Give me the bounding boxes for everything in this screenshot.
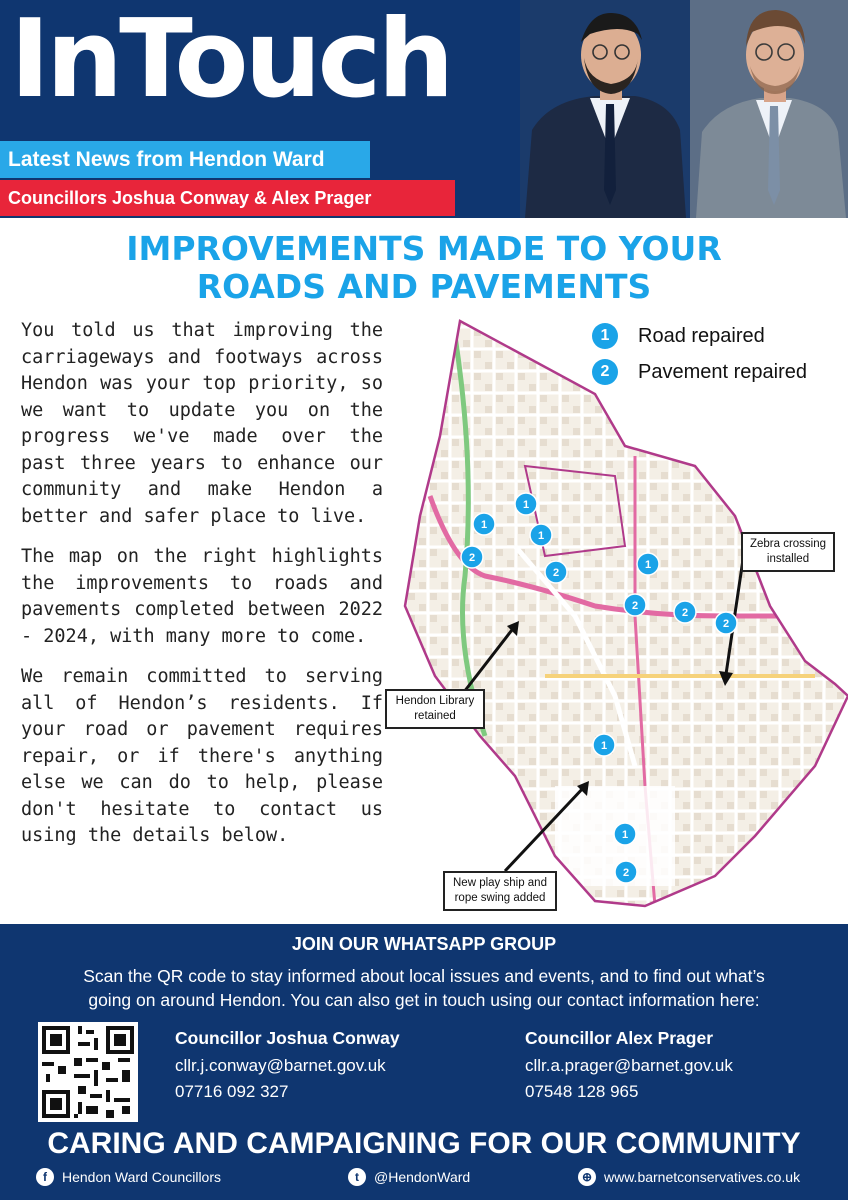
callout-text: Zebra crossing xyxy=(749,538,827,550)
councillor-1-email[interactable]: cllr.j.conway@barnet.gov.uk xyxy=(175,1056,386,1075)
legend-pavement xyxy=(592,354,807,390)
body-paragraph-3: We remain committed to serving all of Hendon’s residents. If your road or pavement requires repair, or if there's anything else we can do to help, please don't hesitate to contact us using the details below. xyxy=(21,666,383,846)
councillor-2-name: Councillor Alex Prager xyxy=(525,1028,714,1048)
twitter-icon: t xyxy=(348,1168,366,1186)
legend-badge-1: 1 xyxy=(592,323,618,349)
zebra-crossing-callout xyxy=(741,532,835,572)
legend-label-road: Road repaired xyxy=(638,324,765,347)
marker-label: 2 xyxy=(631,600,639,612)
councillors-banner: Councillors Joshua Conway & Alex Prager xyxy=(0,180,455,216)
marker-label: 2 xyxy=(722,618,730,630)
marker-label: 1 xyxy=(480,519,488,531)
twitter-label: @HendonWard xyxy=(374,1169,471,1185)
library-callout xyxy=(385,689,485,729)
councillor-2-email[interactable]: cllr.a.prager@barnet.gov.uk xyxy=(525,1056,733,1075)
news-banner: Latest News from Hendon Ward xyxy=(0,141,370,178)
ward-map xyxy=(395,316,848,916)
headline-line-1: IMPROVEMENTS MADE TO YOUR xyxy=(126,229,722,268)
whatsapp-heading: JOIN OUR WHATSAPP GROUP xyxy=(291,934,557,954)
website-link[interactable] xyxy=(578,1168,800,1186)
whatsapp-qr-code[interactable] xyxy=(38,1022,138,1122)
legend-badge-2: 2 xyxy=(592,359,618,385)
callout-text: retained xyxy=(414,710,456,722)
callout-text: rope swing added xyxy=(454,892,546,904)
facebook-label: Hendon Ward Councillors xyxy=(62,1169,221,1185)
councillor-2-phone[interactable]: 07548 128 965 xyxy=(525,1082,639,1101)
twitter-link[interactable] xyxy=(348,1168,470,1186)
councillor-1-phone[interactable]: 07716 092 327 xyxy=(175,1082,289,1101)
marker-label: 1 xyxy=(644,559,652,571)
facebook-link[interactable] xyxy=(36,1168,221,1186)
callout-text: Hendon Library xyxy=(395,695,475,707)
article-headline xyxy=(0,230,848,306)
marker-label: 2 xyxy=(552,567,560,579)
scan-instructions xyxy=(20,964,828,1012)
facebook-icon: f xyxy=(36,1168,54,1186)
marker-label: 2 xyxy=(622,867,630,879)
globe-icon: ⊕ xyxy=(578,1168,596,1186)
scan-line-1: Scan the QR code to stay informed about local issues and events, and to find out what’s xyxy=(83,966,765,986)
marker-label: 1 xyxy=(522,499,530,511)
callout-text: New play ship and xyxy=(453,877,547,889)
headline-line-2: ROADS AND PAVEMENTS xyxy=(196,267,652,306)
body-paragraph-1: You told us that improving the carriageways and footways across Hendon was your top priority, so we want to update you on the progress we've made over the past three years to enhance our community and make Hendon a better and safer place to live. xyxy=(21,320,383,527)
scan-line-2: going on around Hendon. You can also get in touch using our contact information here: xyxy=(88,990,760,1010)
website-label: www.barnetconservatives.co.uk xyxy=(604,1169,801,1185)
masthead-title: InTouch xyxy=(10,0,451,122)
map-legend xyxy=(592,318,807,390)
campaign-slogan: CARING AND CAMPAIGNING FOR OUR COMMUNITY xyxy=(47,1127,801,1160)
councillor-1-name: Councillor Joshua Conway xyxy=(175,1028,400,1048)
councillors-photo xyxy=(520,0,848,218)
marker-label: 1 xyxy=(600,740,608,752)
callout-text: installed xyxy=(766,553,810,565)
play-ship-callout xyxy=(443,871,557,911)
marker-label: 2 xyxy=(681,607,689,619)
marker-label: 1 xyxy=(537,530,545,542)
article-body xyxy=(21,318,383,864)
header-banner xyxy=(0,0,848,218)
legend-road xyxy=(592,318,807,354)
body-paragraph-2: The map on the right highlights the improvements to roads and pavements completed between 2022 - 2024, with many more to come. xyxy=(21,546,383,647)
marker-label: 2 xyxy=(468,552,476,564)
legend-label-pavement: Pavement repaired xyxy=(638,360,807,383)
marker-label: 1 xyxy=(621,829,629,841)
